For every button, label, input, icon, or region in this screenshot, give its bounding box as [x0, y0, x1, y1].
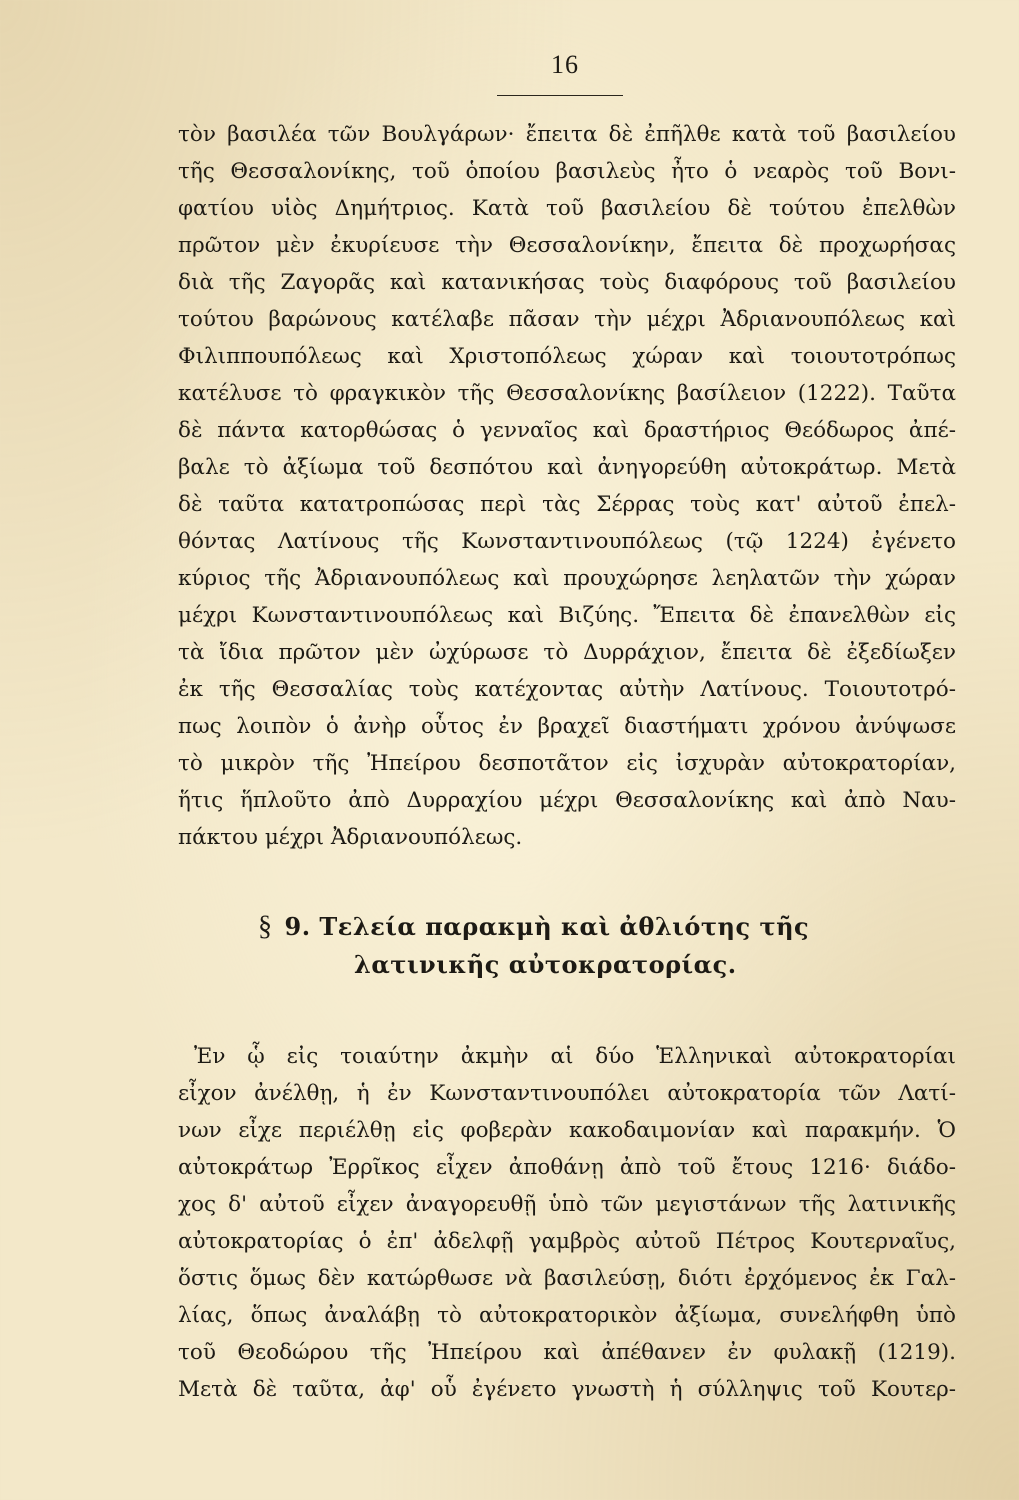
text-line: βαλε τὸ ἀξίωμα τοῦ δεσπότου καὶ ἀνηγορεύθη αὐτοκράτωρ. Μετὰ [178, 455, 956, 480]
text-line: αὐτοκρατορίας ὁ ἐπ' ἀδελφῇ γαμβρὸς αὐτοῦ Πέτρος Κουτερναῖυς, [178, 1229, 956, 1254]
paragraph-1 [178, 116, 956, 856]
text-line: θόντας Λατίνους τῆς Κωνσταντινουπόλεως (τῷ 1224) ἐγένετο [178, 529, 956, 554]
text-line: νων εἶχε περιέλθῃ εἰς φοβερὰν κακοδαιμονίαν καὶ παρακμήν. Ὁ [178, 1118, 956, 1143]
text-line: μέχρι Κωνσταντινουπόλεως καὶ Βιζύης. Ἔπειτα δὲ ἐπανελθὼν εἰς [178, 603, 956, 628]
text-line: χος δ' αὐτοῦ εἶχεν ἀναγορευθῇ ὑπὸ τῶν μεγιστάνων τῆς λατινικῆς [178, 1192, 956, 1217]
text-line: αὐτοκράτωρ Ἐρρῖκος εἶχεν ἀποθάνῃ ἀπὸ τοῦ ἔτους 1216· διάδο- [178, 1155, 956, 1180]
text-line: τούτου βαρώνους κατέλαβε πᾶσαν τὴν μέχρι Ἀδριανουπόλεως καὶ [178, 307, 956, 332]
text-line: ἥτις ἥπλοῦτο ἀπὸ Δυρραχίου μέχρι Θεσσαλονίκης καὶ ἀπὸ Ναυ- [178, 788, 956, 813]
text-line: πως λοιπὸν ὁ ἀνὴρ οὗτος ἐν βραχεῖ διαστήματι χρόνου ἀνύψωσε [178, 714, 956, 739]
text-line: κύριος τῆς Ἀδριανουπόλεως καὶ προυχώρησε λεηλατῶν τὴν χώραν [178, 566, 956, 591]
text-line: φατίου υἱὸς Δημήτριος. Κατὰ τοῦ βασιλείου δὲ τούτου ἐπελθὼν [178, 196, 956, 221]
text-line: τὸν βασιλέα τῶν Βουλγάρων· ἔπειτα δὲ ἐπῆλθε κατὰ τοῦ βασιλείου [178, 122, 956, 147]
section-mark: § [258, 911, 273, 942]
section-title-line-1: 9. Τελεία παρακμὴ καὶ ἀθλιότης τῆς [284, 912, 810, 941]
section-heading-line-1 [258, 908, 958, 946]
text-line: ὅστις ὅμως δὲν κατώρθωσε νὰ βασιλεύσῃ, διότι ἐρχόμενος ἐκ Γαλ- [178, 1266, 956, 1291]
text-line: Μετὰ δὲ ταῦτα, ἀφ' οὗ ἐγένετο γνωστὴ ἡ σύλληψις τοῦ Κουτερ- [178, 1377, 956, 1402]
text-line: τὸ μικρὸν τῆς Ἠπείρου δεσποτᾶτον εἰς ἰσχυρὰν αὐτοκρατορίαν, [178, 751, 956, 776]
text-line: δὲ ταῦτα κατατροπώσας περὶ τὰς Σέρρας τοὺς κατ' αὐτοῦ ἐπελ- [178, 492, 956, 517]
text-line: ἐκ τῆς Θεσσαλίας τοὺς κατέχοντας αὐτὴν Λατίνους. Τοιουτοτρό- [178, 677, 956, 702]
text-line: πρῶτον μὲν ἐκυρίευσε τὴν Θεσσαλονίκην, ἔπειτα δὲ προχωρήσας [178, 233, 956, 258]
text-line: κατέλυσε τὸ φραγκικὸν τῆς Θεσσαλονίκης βασίλειον (1222). Ταῦτα [178, 381, 956, 406]
text-line: τὰ ἴδια πρῶτον μὲν ὠχύρωσε τὸ Δυρράχιον, ἔπειτα δὲ ἐξεδίωξεν [178, 640, 956, 665]
text-line: δὲ πάντα κατορθώσας ὁ γενναῖος καὶ δραστήριος Θεόδωρος ἀπέ- [178, 418, 956, 443]
page-number-rule [497, 95, 623, 96]
paragraph-2 [178, 1038, 956, 1408]
text-line: Ἐν ᾧ εἰς τοιαύτην ἀκμὴν αἱ δύο Ἑλληνικαὶ αὐτοκρατορίαι [194, 1044, 956, 1069]
text-line: διὰ τῆς Ζαγορᾶς καὶ κατανικήσας τοὺς διαφόρους τοῦ βασιλείου [178, 270, 956, 295]
text-line: εἶχον ἀνέλθῃ, ἡ ἐν Κωνσταντινουπόλει αὐτοκρατορία τῶν Λατί- [178, 1081, 956, 1106]
text-line: λίας, ὅπως ἀναλάβῃ τὸ αὐτοκρατορικὸν ἀξίωμα, συνελήφθη ὑπὸ [178, 1303, 956, 1328]
section-heading [258, 908, 958, 984]
page-number: 16 [551, 50, 579, 79]
text-line: Φιλιππουπόλεως καὶ Χριστοπόλεως χώραν καὶ τοιουτοτρόπως [178, 344, 956, 369]
text-line: τῆς Θεσσαλονίκης, τοῦ ὁποίου βασιλεὺς ἦτο ὁ νεαρὸς τοῦ Βονι- [178, 159, 956, 184]
text-line: τοῦ Θεοδώρου τῆς Ἠπείρου καὶ ἀπέθανεν ἐν φυλακῇ (1219). [178, 1340, 956, 1365]
section-title-line-2: λατινικῆς αὐτοκρατορίας. [354, 950, 737, 979]
text-line: πάκτου μέχρι Ἀδριανουπόλεως. [178, 825, 523, 850]
